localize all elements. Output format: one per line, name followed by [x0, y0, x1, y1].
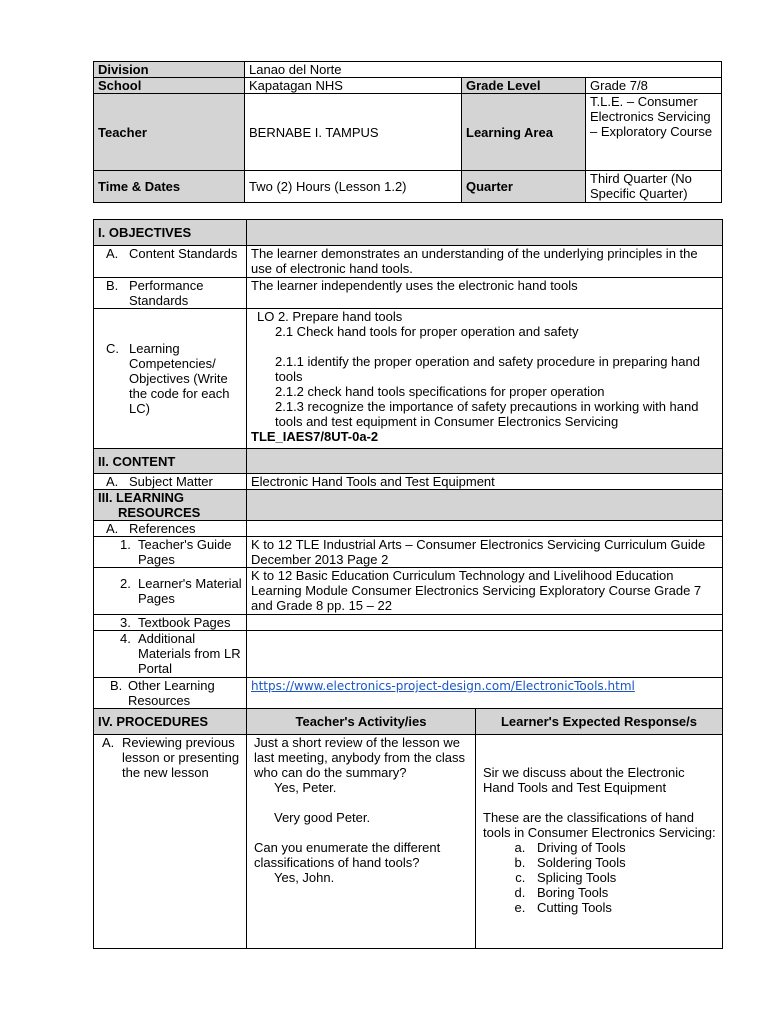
learning-competencies-text: Learning Competencies/ Objectives (Write the code for each LC) — [129, 341, 230, 416]
additional-materials-label — [94, 631, 247, 678]
content-standards-label — [94, 246, 247, 278]
quarter-label: Quarter — [462, 171, 586, 203]
competency-2-1-2: 2.1.2 check hand tools specifications for proper operation — [275, 384, 605, 399]
learning-competencies-key: C. — [106, 341, 119, 356]
objectives-heading: I. OBJECTIVES — [94, 220, 247, 246]
list-item: c. Splicing Tools — [529, 870, 718, 885]
learning-resources-heading — [94, 490, 247, 521]
reviewing-lesson-text: Reviewing previous lesson or presenting the new lesson — [122, 735, 240, 780]
teacher-praise-peter: Very good Peter. — [274, 810, 371, 825]
competency-2-1-3: 2.1.3 recognize the importance of safety precautions in working with hand tools and test equipment in Consumer Electronics Servicing — [275, 399, 699, 429]
teacher-enumerate-question: Can you enumerate the different classifications of hand tools? — [254, 840, 441, 870]
teacher-call-john: Yes, John. — [274, 870, 335, 885]
other-resources-key: B. — [110, 678, 123, 693]
learning-resources-heading-fill — [247, 490, 723, 521]
content-standards-value: The learner demonstrates an understanding of the underlying principles in the use of electronic hand tools. — [247, 246, 723, 278]
competency-2-1: 2.1 Check hand tools for proper operation and safety — [275, 324, 579, 339]
subject-matter-label — [94, 474, 247, 490]
competency-2-1-1: 2.1.1 identify the proper operation and safety procedure in preparing hand tools — [275, 354, 700, 384]
references-label — [94, 521, 247, 537]
other-resources-value — [247, 678, 723, 709]
lo-heading: LO 2. Prepare hand tools — [257, 309, 403, 324]
time-dates-value: Two (2) Hours (Lesson 1.2) — [245, 171, 462, 203]
time-dates-label: Time & Dates — [94, 171, 245, 203]
teachers-guide-key: 1. — [120, 537, 131, 552]
objectives-heading-fill — [247, 220, 723, 246]
subject-matter-text: Subject Matter — [129, 474, 213, 489]
references-key: A. — [106, 521, 119, 536]
other-resources-text: Other Learning Resources — [128, 678, 215, 708]
learners-material-label — [94, 568, 247, 615]
textbook-pages-text: Textbook Pages — [138, 615, 231, 630]
learning-area-label: Learning Area — [462, 94, 586, 171]
learning-competencies-label — [94, 309, 247, 449]
textbook-pages-value — [247, 615, 723, 631]
learner-summary-response: Sir we discuss about the Electronic Hand Tools and Test Equipment — [483, 765, 685, 795]
teacher-label: Teacher — [94, 94, 245, 171]
content-heading: II. CONTENT — [94, 449, 247, 474]
teacher-value: BERNABE I. TAMPUS — [245, 94, 462, 171]
school-value: Kapatagan NHS — [245, 78, 462, 94]
teacher-activity-cell — [247, 735, 476, 949]
performance-standards-label — [94, 278, 247, 309]
quarter-value: Third Quarter (No Specific Quarter) — [586, 171, 722, 203]
textbook-pages-label — [94, 615, 247, 631]
subject-matter-key: A. — [106, 474, 119, 489]
learners-material-value: K to 12 Basic Education Curriculum Technology and Livelihood Education Learning Module Consumer Electronics Servicing Exploratory Course Grade 7 and Grade 8 pp. 15 – 22 — [247, 568, 723, 615]
content-standards-key: A. — [106, 246, 119, 261]
reviewing-lesson-label — [94, 735, 247, 949]
list-item: b. Soldering Tools — [529, 855, 718, 870]
procedures-heading: IV. PROCEDURES — [94, 709, 247, 735]
references-value — [247, 521, 723, 537]
performance-standards-key: B. — [106, 278, 119, 293]
learner-response-cell — [476, 735, 723, 949]
textbook-pages-key: 3. — [120, 615, 131, 630]
additional-materials-text: Additional Materials from LR Portal — [138, 631, 241, 676]
header-table — [93, 61, 722, 203]
learning-area-value: T.L.E. – Consumer Electronics Servicing – Exploratory Course — [586, 94, 722, 171]
grade-level-value: Grade 7/8 — [586, 78, 722, 94]
additional-materials-key: 4. — [120, 631, 131, 646]
learner-classifications-intro: These are the classifications of hand tools in Consumer Electronics Servicing: — [483, 810, 716, 840]
performance-standards-value: The learner independently uses the electronic hand tools — [247, 278, 723, 309]
teacher-review-question: Just a short review of the lesson we last meeting, anybody from the class who can do the summary? — [254, 735, 465, 780]
references-text: References — [129, 521, 196, 536]
subject-matter-value: Electronic Hand Tools and Test Equipment — [247, 474, 723, 490]
teachers-guide-label — [94, 537, 247, 568]
teachers-guide-text: Teacher's Guide Pages — [138, 537, 232, 567]
list-item: d. Boring Tools — [529, 885, 718, 900]
competency-code: TLE_IAES7/8UT-0a-2 — [251, 429, 379, 444]
learning-resources-heading-text: III. LEARNING RESOURCES — [98, 490, 201, 520]
learning-competencies-value — [247, 309, 723, 449]
performance-standards-text: Performance Standards — [129, 278, 204, 308]
division-label: Division — [94, 62, 245, 78]
grade-level-label: Grade Level — [462, 78, 586, 94]
learners-material-key: 2. — [120, 576, 131, 591]
content-heading-fill — [247, 449, 723, 474]
teachers-guide-value: K to 12 TLE Industrial Arts – Consumer Electronics Servicing Curriculum Guide December 2013 Page 2 — [247, 537, 723, 568]
other-resources-link[interactable]: https://www.electronics-project-design.com/ElectronicTools.html — [251, 679, 635, 693]
learners-material-text: Learner's Material Pages — [138, 576, 242, 606]
additional-materials-value — [247, 631, 723, 678]
school-label: School — [94, 78, 245, 94]
content-standards-text: Content Standards — [129, 246, 238, 261]
division-value: Lanao del Norte — [245, 62, 722, 78]
tool-classification-list — [483, 840, 718, 915]
reviewing-lesson-key: A. — [102, 735, 115, 750]
other-resources-label — [94, 678, 247, 709]
learner-response-heading: Learner's Expected Response/s — [476, 709, 723, 735]
lesson-plan-table — [93, 219, 723, 949]
list-item: a. Driving of Tools — [529, 840, 718, 855]
teacher-call-peter: Yes, Peter. — [274, 780, 337, 795]
list-item: e. Cutting Tools — [529, 900, 718, 915]
teacher-activity-heading: Teacher's Activity/ies — [247, 709, 476, 735]
